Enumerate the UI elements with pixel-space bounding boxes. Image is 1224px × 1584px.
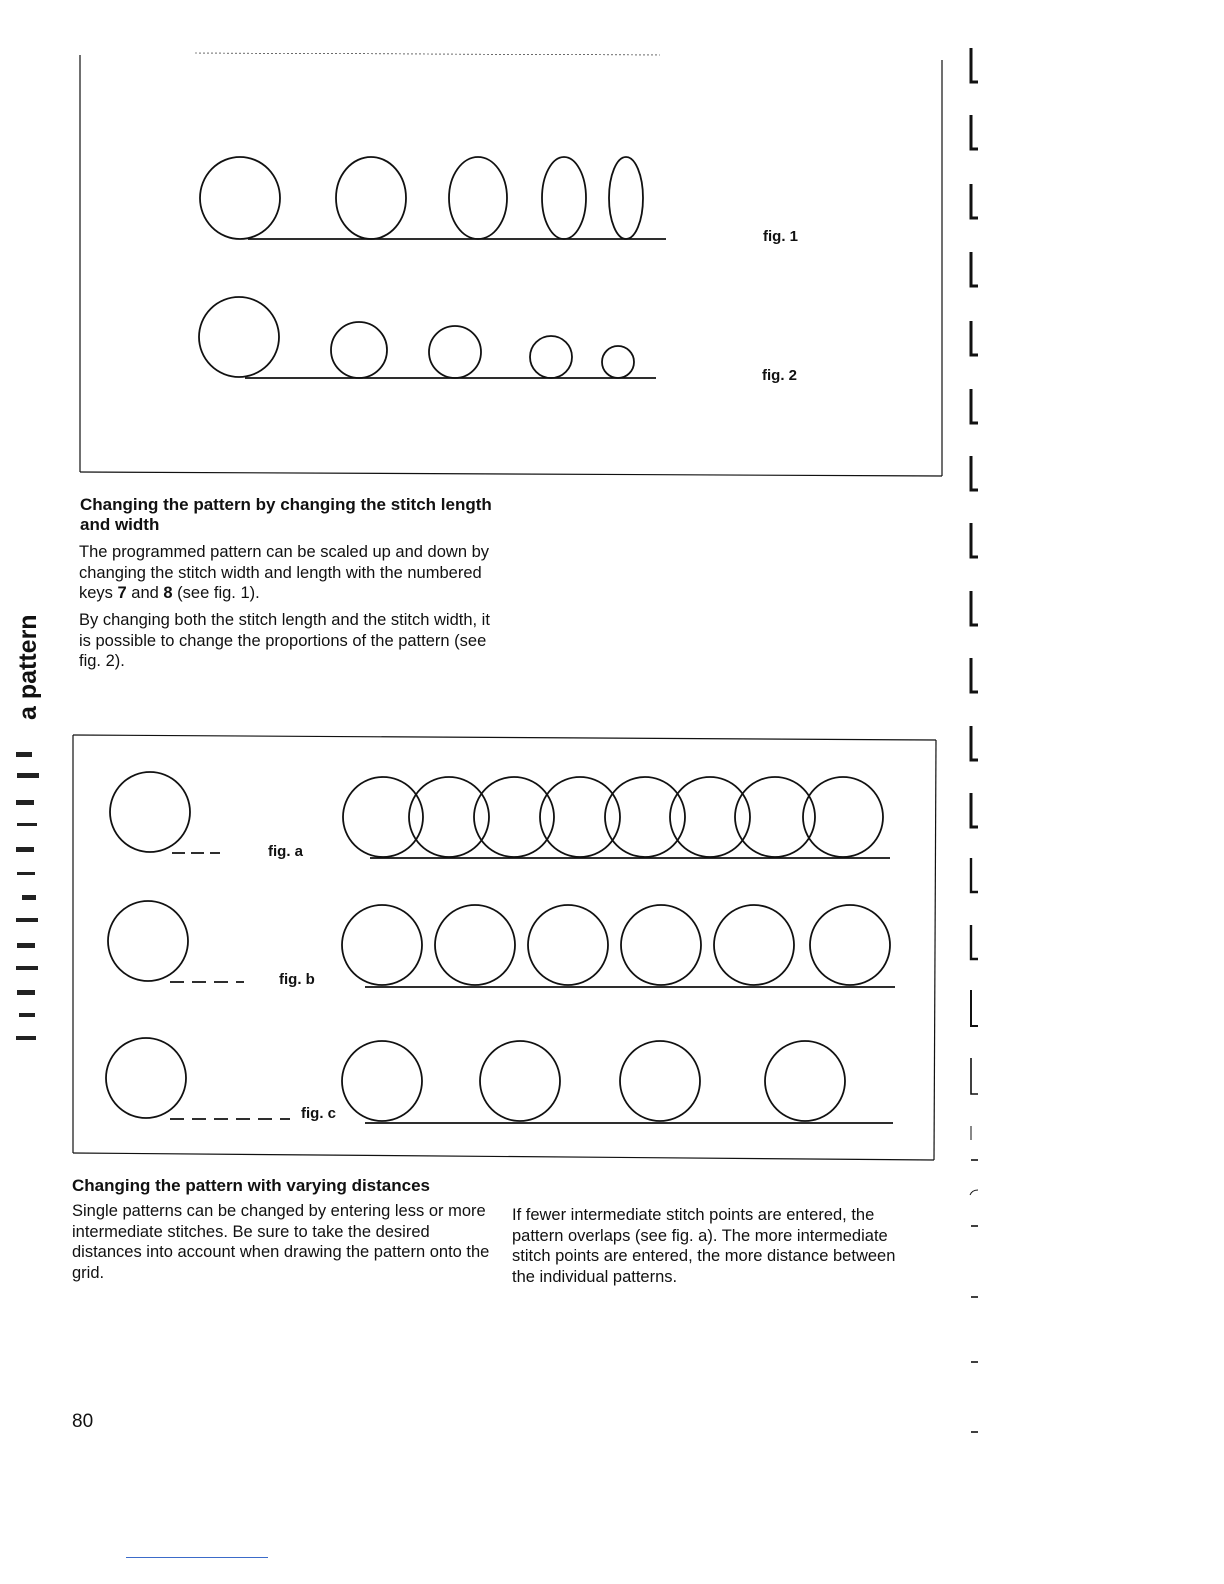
section1-paragraph-2: By changing both the stitch length and the stitch width, it is possible to change the proportions of the pattern (see fig. 2). bbox=[79, 611, 490, 670]
bottom-rule bbox=[126, 1557, 268, 1558]
para1-text: The programmed pattern can be scaled up and down by changing the stitch width and length with the numbered keys bbox=[79, 543, 490, 602]
key-7: 7 bbox=[117, 584, 127, 602]
key-8: 8 bbox=[163, 584, 173, 602]
section2-right-paragraph: If fewer intermediate stitch points are entered, the pattern overlaps (see fig. a). The more intermediate stitch points are entered, the more distance between the individual patterns. bbox=[512, 1206, 896, 1286]
figc-label: fig. c bbox=[301, 1105, 337, 1122]
figa-label: fig. a bbox=[268, 843, 304, 860]
section2-heading: Changing the pattern with varying distances bbox=[72, 1176, 430, 1195]
fig1-label: fig. 1 bbox=[763, 228, 799, 245]
side-tab-label: a pattern bbox=[14, 614, 42, 720]
figb-label: fig. b bbox=[279, 971, 315, 988]
section1-heading: Changing the pattern by changing the stitch length and width bbox=[80, 495, 492, 534]
section2-left-paragraph: Single patterns can be changed by entering less or more intermediate stitches. Be sure to take the desired distances into account when drawing the pattern onto the grid. bbox=[72, 1202, 490, 1282]
page-number: 80 bbox=[72, 1411, 94, 1432]
para1-and: and bbox=[126, 584, 164, 602]
para1-end: (see fig. 1). bbox=[172, 584, 260, 602]
fig2-label: fig. 2 bbox=[762, 367, 798, 384]
